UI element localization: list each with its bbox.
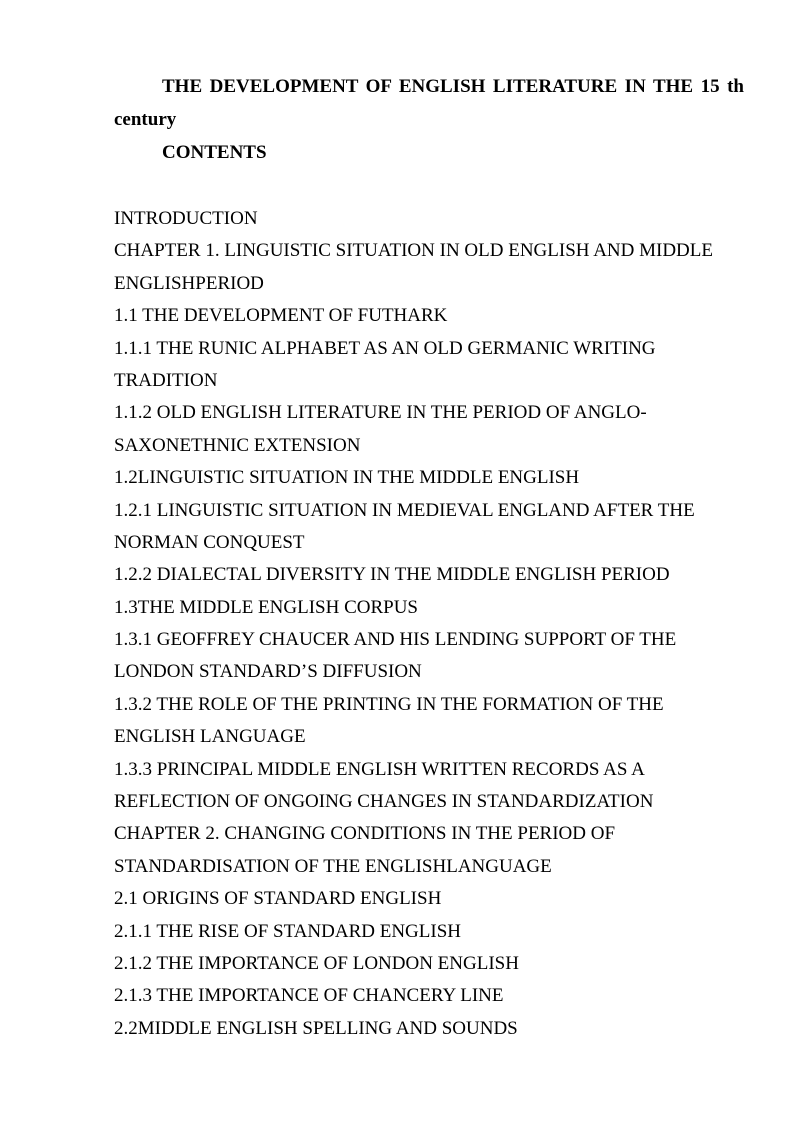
toc-line: ENGLISH LANGUAGE: [114, 726, 306, 748]
contents-heading: CONTENTS: [162, 142, 267, 163]
toc-line: 1.1.2 OLD ENGLISH LITERATURE IN THE PERIOD OF ANGLO-: [114, 402, 647, 424]
toc-line: REFLECTION OF ONGOING CHANGES IN STANDARDIZATION: [114, 791, 654, 813]
toc-line: 1.1.1 THE RUNIC ALPHABET AS AN OLD GERMANIC WRITING: [114, 337, 656, 359]
toc-line: SAXONETHNIC EXTENSION: [114, 434, 361, 456]
toc-line: CHAPTER 1. LINGUISTIC SITUATION IN OLD ENGLISH AND MIDDLE: [114, 240, 713, 262]
toc-line: 1.2.1 LINGUISTIC SITUATION IN MEDIEVAL ENGLAND AFTER THE: [114, 499, 695, 521]
toc-line: 2.1.2 THE IMPORTANCE OF LONDON ENGLISH: [114, 952, 519, 974]
toc-line: INTRODUCTION: [114, 208, 258, 229]
toc-line: 1.3.3 PRINCIPAL MIDDLE ENGLISH WRITTEN RECORDS AS A: [114, 758, 645, 780]
toc-line: 2.1 ORIGINS OF STANDARD ENGLISH: [114, 888, 442, 910]
toc-line: NORMAN CONQUEST: [114, 531, 305, 553]
toc-line: 1.2.2 DIALECTAL DIVERSITY IN THE MIDDLE ENGLISH PERIOD: [114, 564, 670, 586]
toc-line: LONDON STANDARD’S DIFFUSION: [114, 661, 422, 683]
toc-line: STANDARDISATION OF THE ENGLISHLANGUAGE: [114, 855, 552, 877]
toc-line: 1.1 THE DEVELOPMENT OF FUTHARK: [114, 305, 448, 327]
toc-line: TRADITION: [114, 369, 218, 391]
table-of-contents: [114, 203, 754, 1045]
toc-line: 1.3.2 THE ROLE OF THE PRINTING IN THE FORMATION OF THE: [114, 693, 664, 715]
document-title: THE DEVELOPMENT OF ENGLISH LITERATURE IN THE 15 th: [162, 76, 744, 97]
toc-line: 2.1.3 THE IMPORTANCE OF CHANCERY LINE: [114, 985, 504, 1007]
toc-line: ENGLISHPERIOD: [114, 272, 264, 294]
toc-line: 2.1.1 THE RISE OF STANDARD ENGLISH: [114, 920, 462, 942]
toc-line: 1.3.1 GEOFFREY CHAUCER AND HIS LENDING SUPPORT OF THE: [114, 629, 677, 651]
toc-line: 1.3THE MIDDLE ENGLISH CORPUS: [114, 596, 418, 618]
toc-line: 1.2LINGUISTIC SITUATION IN THE MIDDLE ENGLISH: [114, 467, 580, 489]
toc-line: 2.2MIDDLE ENGLISH SPELLING AND SOUNDS: [114, 1017, 518, 1039]
toc-line: CHAPTER 2. CHANGING CONDITIONS IN THE PERIOD OF: [114, 823, 616, 845]
document-title-continuation: century: [114, 109, 177, 130]
